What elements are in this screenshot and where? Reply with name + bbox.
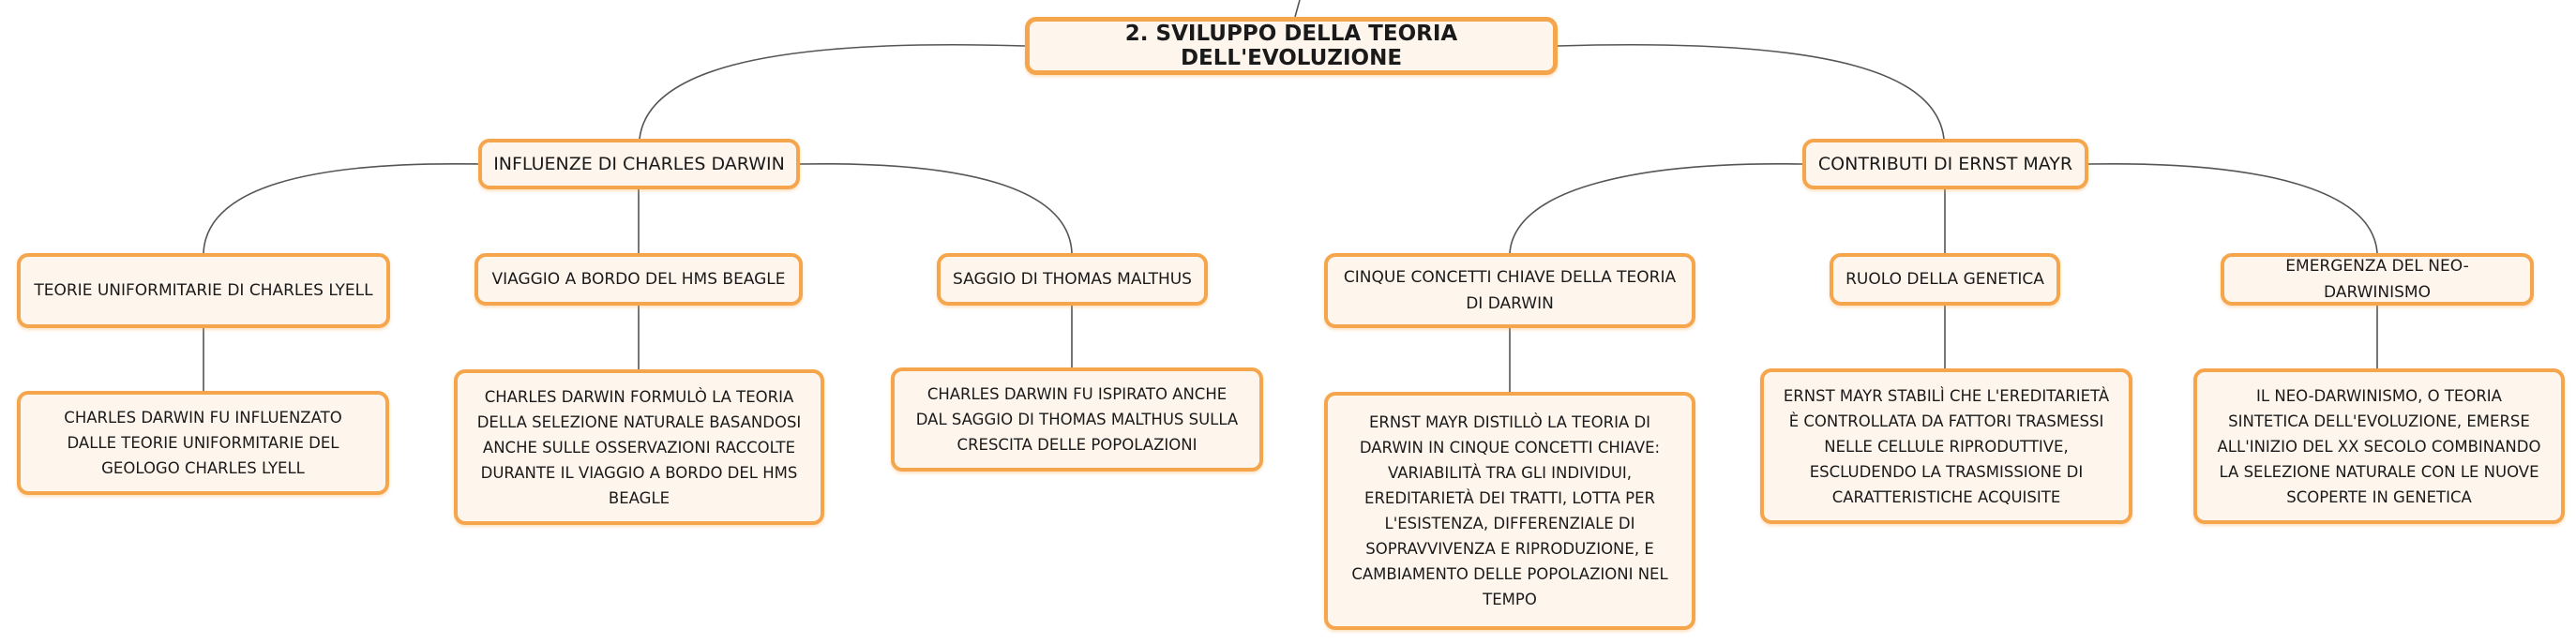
detail-node-malthus[interactable] [891,367,1263,472]
detail-text: CHARLES DARWIN FU INFLUENZATO DALLE TEORIE UNIFORMITARIE DEL GEOLOGO CHARLES LYELL [64,409,342,477]
topic-node-genetica[interactable] [1830,253,2060,306]
root-node[interactable] [1025,17,1558,75]
link-branch1-child3 [800,164,1072,253]
detail-text: CHARLES DARWIN FU ISPIRATO ANCHE DAL SAGGIO DI THOMAS MALTHUS SULLA CRESCITA DELLE POPOLAZIONI [915,385,1239,454]
topic-label: CINQUE CONCETTI CHIAVE DELLA TEORIA DI DARWIN [1343,268,1677,313]
topic-label: TEORIE UNIFORMITARIE DI CHARLES LYELL [34,281,373,300]
detail-node-neo-darwinismo[interactable] [2193,368,2565,524]
link-root-top [1295,0,1300,17]
topic-label: EMERGENZA DEL NEO-DARWINISMO [2285,257,2469,302]
branch-label: INFLUENZE DI CHARLES DARWIN [493,154,785,174]
link-root-branch-2 [1558,45,1944,139]
topic-node-lyell[interactable] [17,253,390,328]
detail-text: CHARLES DARWIN FORMULÒ LA TEORIA DELLA SELEZIONE NATURALE BASANDOSI ANCHE SULLE OSSERVAZIONI RACCOLTE DURANTE IL VIAGGIO A BORDO DEL HMS BEAGLE [476,387,802,507]
detail-node-cinque-concetti[interactable] [1324,392,1695,630]
branch-label: CONTRIBUTI DI ERNST MAYR [1817,154,2073,174]
link-branch2-child3 [2088,164,2377,253]
detail-node-lyell[interactable] [17,391,389,495]
detail-text: ERNST MAYR STABILÌ CHE L'EREDITARIETÀ È CONTROLLATA DA FATTORI TRASMESSI NELLE CELLULE RIPRODUTTIVE, ESCLUDENDO LA TRASMISSIONE DI CARATTERISTICHE ACQUISITE [1783,386,2110,506]
root-title: 2. SVILUPPO DELLA TEORIA DELL'EVOLUZIONE [1124,22,1458,70]
detail-text: IL NEO-DARWINISMO, O TEORIA SINTETICA DELL'EVOLUZIONE, EMERSE ALL'INIZIO DEL XX SECOLO COMBINANDO LA SELEZIONE NATURALE CON LE NUOVE SCOPERTE IN GENETICA [2217,386,2541,506]
branch-node-contributi[interactable] [1802,139,2088,189]
topic-node-cinque-concetti[interactable] [1324,253,1695,328]
branch-node-influenze[interactable] [478,139,800,189]
link-branch1-child1 [203,164,478,253]
detail-node-beagle[interactable] [454,369,824,525]
topic-label: RUOLO DELLA GENETICA [1845,270,2044,289]
link-root-branch-1 [640,45,1025,139]
detail-text: ERNST MAYR DISTILLÒ LA TEORIA DI DARWIN IN CINQUE CONCETTI CHIAVE: VARIABILITÀ TRA GLI INDIVIDUI, EREDITARIETÀ DEI TRATTI, LOTTA PER L'ESISTENZA, DIFFERENZIALE DI SOPRAVVIVENZA E RIPRODUZIONE, E CAMBIAMENTO DELLE POPOLAZIONI NEL TEMPO [1351,413,1668,608]
topic-label: VIAGGIO A BORDO DEL HMS BEAGLE [491,270,786,289]
link-branch2-child1 [1510,164,1802,253]
topic-node-beagle[interactable] [475,253,803,306]
topic-label: SAGGIO DI THOMAS MALTHUS [953,270,1192,289]
topic-node-malthus[interactable] [937,253,1208,306]
detail-node-genetica[interactable] [1760,368,2132,524]
topic-node-neo-darwinismo[interactable] [2221,253,2534,306]
